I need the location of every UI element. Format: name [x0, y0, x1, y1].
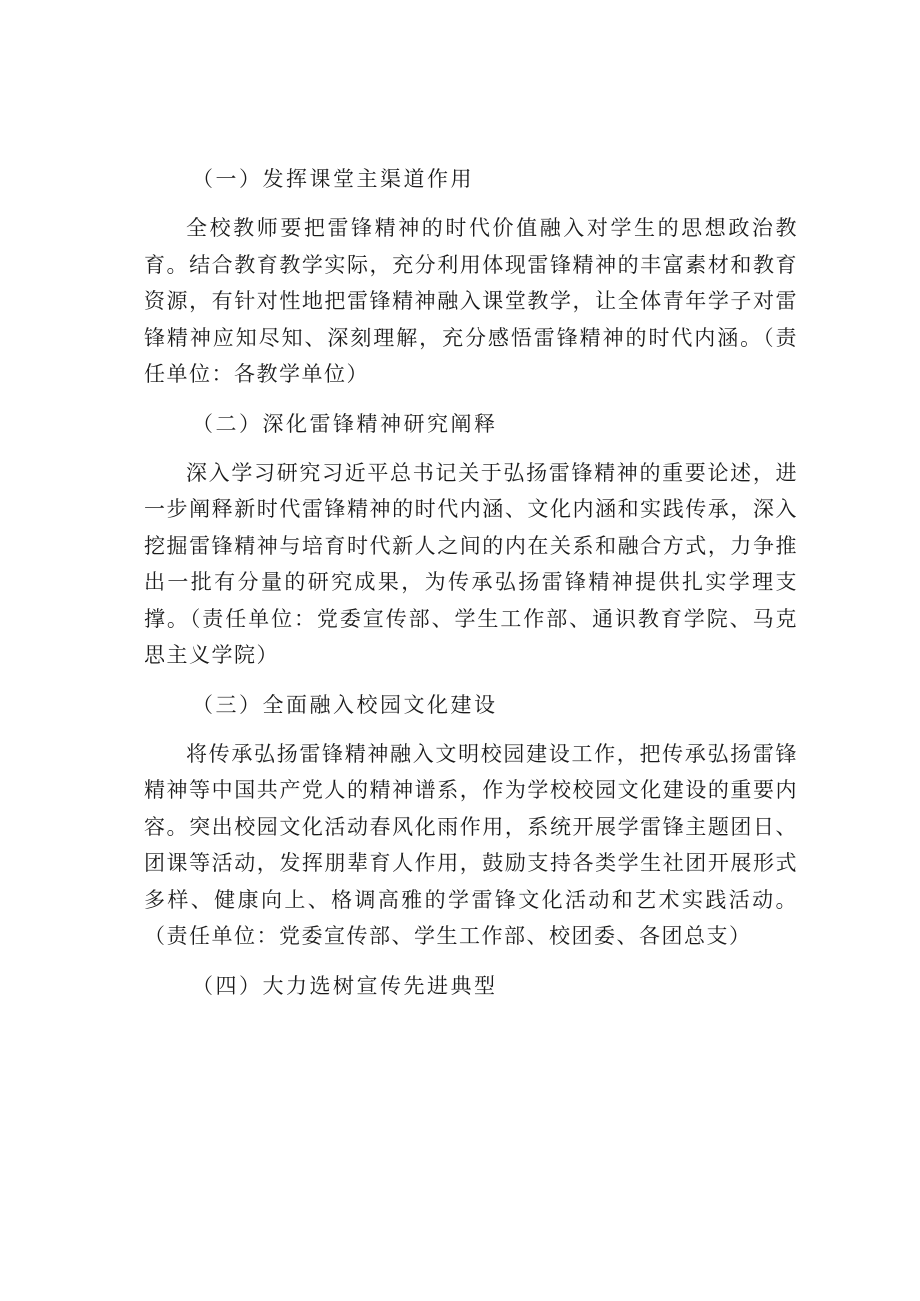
document-page — [144, 164, 798, 1001]
section-paragraph-1: 全校教师要把雷锋精神的时代价值融入对学生的思想政治教育。结合教育教学实际，充分利用体现雷锋精神的丰富素材和教育资源，有针对性地把雷锋精神融入课堂教学，让全体青年学子对雷锋精神应知尽知、深刻理解，充分感悟雷锋精神的时代内涵。（责任单位：各教学单位） — [144, 216, 798, 386]
section-paragraph-2: 深入学习研究习近平总书记关于弘扬雷锋精神的重要论述，进一步阐释新时代雷锋精神的时代内涵、文化内涵和实践传承，深入挖掘雷锋精神与培育时代新人之间的内在关系和融合方式，力争推出一批有分量的研究成果，为传承弘扬雷锋精神提供扎实学理支撑。（责任单位：党委宣传部、学生工作部、通识教育学院、马克思主义学院） — [144, 460, 798, 667]
section-heading-3: （三）全面融入校园文化建设 — [192, 692, 498, 717]
section-heading-2: （二）深化雷锋精神研究阐释 — [192, 411, 498, 436]
section-heading-4: （四）大力选树宣传先进典型 — [192, 973, 498, 998]
section-heading-1: （一）发挥课堂主渠道作用 — [192, 167, 474, 191]
section-paragraph-3: 将传承弘扬雷锋精神融入文明校园建设工作，把传承弘扬雷锋精神等中国共产党人的精神谱系，作为学校校园文化建设的重要内容。突出校园文化活动春风化雨作用，系统开展学雷锋主题团日、团课等活动，发挥朋辈育人作用，鼓励支持各类学生社团开展形式多样、健康向上、格调高雅的学雷锋文化活动和艺术实践活动。（责任单位：党委宣传部、学生工作部、校团委、各团总支） — [144, 741, 798, 948]
